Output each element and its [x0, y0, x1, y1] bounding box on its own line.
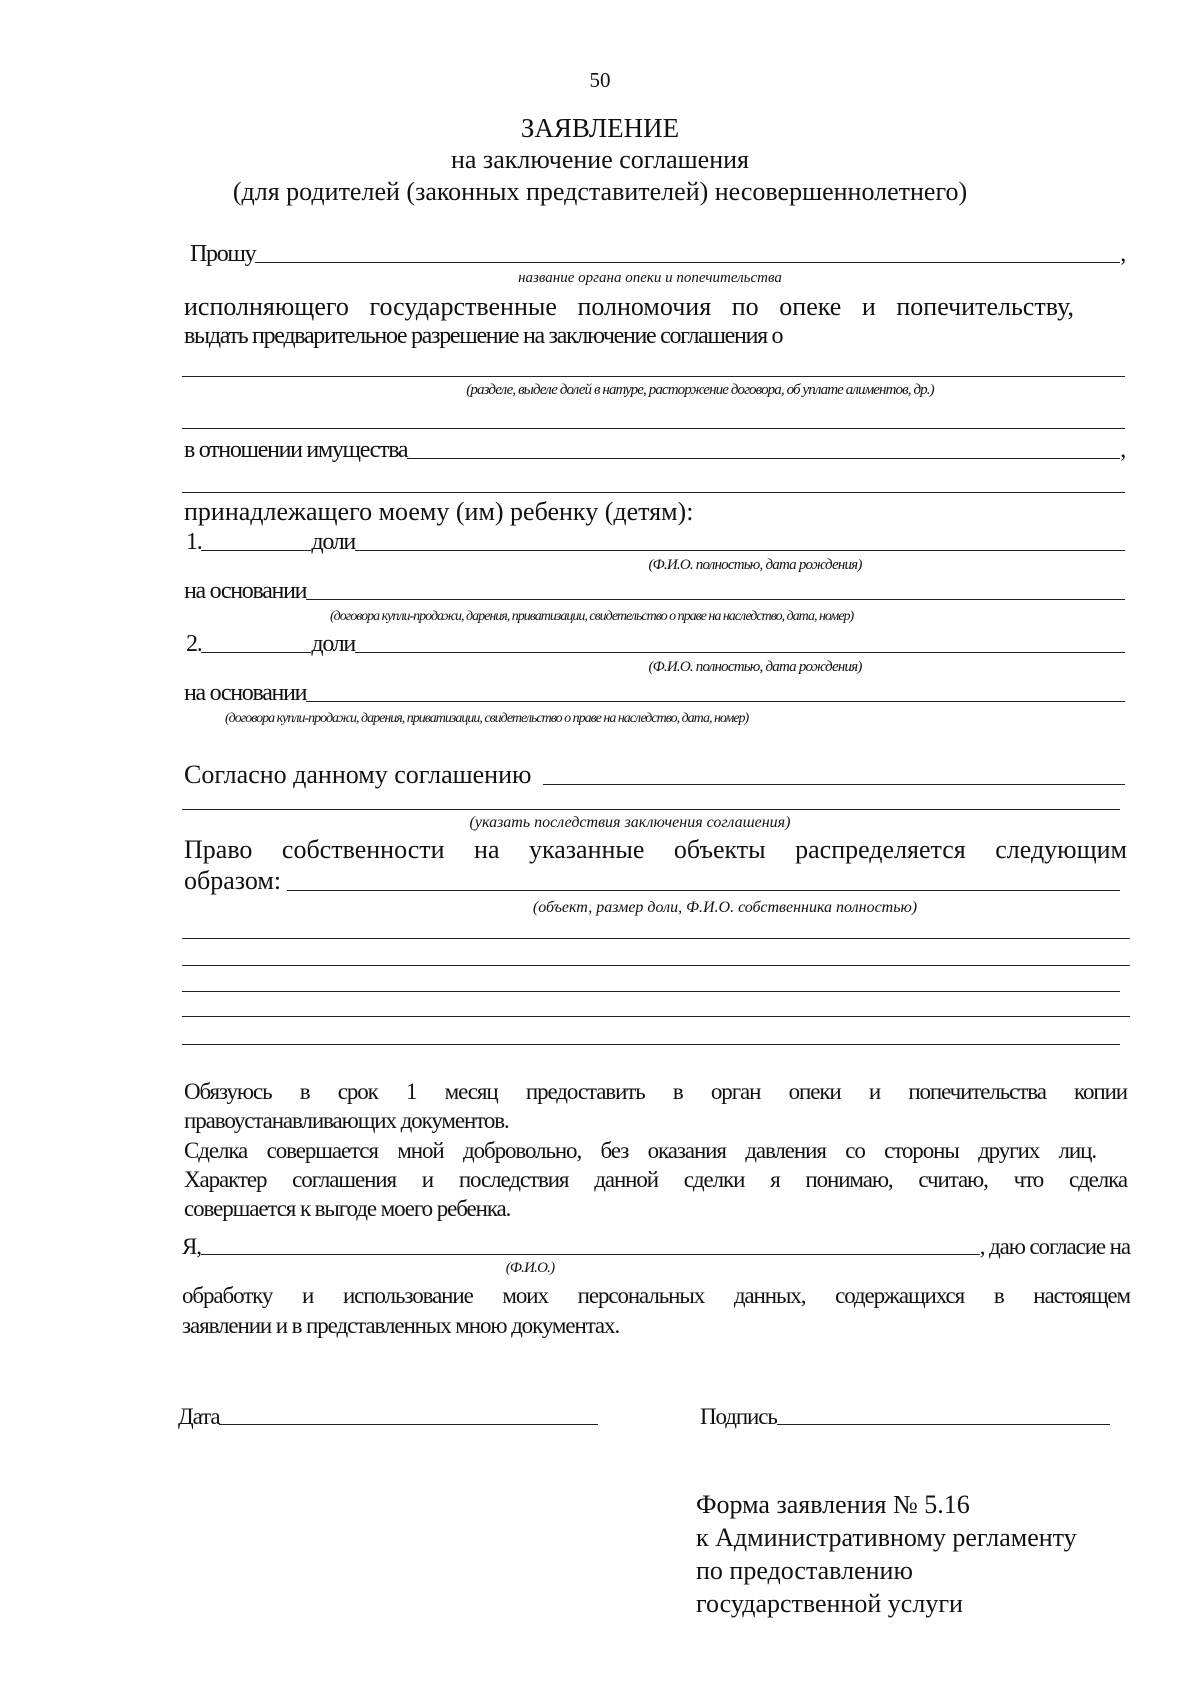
consent-fio-field[interactable] [201, 1254, 980, 1255]
child-1-fio-hint: (Ф.И.О. полностью, дата рождения) [648, 557, 862, 573]
ownership-field-6[interactable] [182, 1044, 1120, 1045]
guardianship-body-hint: название органа опеки и попечительства [518, 270, 782, 286]
guardianship-body-field[interactable] [255, 262, 1120, 263]
agreement-row [184, 756, 1125, 790]
child-1-basis-row [184, 573, 1125, 605]
signature-row [700, 1398, 1110, 1430]
ownership-field-2[interactable] [182, 938, 1130, 939]
child-1-basis-label: на основании [184, 578, 307, 604]
regulation-reference: к Административному регламенту [696, 1523, 1077, 1552]
agreement-consequences-field[interactable] [543, 784, 1125, 785]
document-title: ЗАЯВЛЕНИЕ [520, 113, 680, 143]
consent-row [182, 1228, 1130, 1260]
child-1-fio-field[interactable] [355, 550, 1125, 551]
document-subtitle-2: (для родителей (законных представителей) несовершеннолетнего) [232, 177, 968, 206]
consent-suffix: , даю согласие на [979, 1234, 1130, 1259]
agreement-subject-field[interactable] [182, 376, 1125, 377]
child-1-number: 1. [186, 529, 202, 555]
child-2-number: 2. [186, 631, 202, 657]
page-number: 50 [589, 68, 611, 92]
signature-label: Подпись [700, 1404, 777, 1429]
ownership-text-line-1: Право собственности на указанные объекты распределяется следующим [184, 835, 1127, 864]
ownership-hint: (объект, размер доли, Ф.И.О. собственника полностью) [532, 899, 918, 916]
child-1-row [186, 524, 1125, 556]
agreement-subject-field-2[interactable] [182, 428, 1125, 429]
consent-fio-hint: (Ф.И.О.) [505, 1260, 555, 1276]
child-1-share-label: доли [311, 529, 355, 555]
consent-prefix: Я, [182, 1234, 201, 1259]
request-text-line-2: исполняющего государственные полномочия по опеке и попечительству, [184, 292, 1074, 321]
date-row [178, 1398, 598, 1430]
voluntary-statement: Сделка совершается мной добровольно, без оказания давления со стороны других лиц. [184, 1138, 1096, 1163]
obligation-line-2: правоустанавливающих документов. [184, 1108, 509, 1133]
agreement-consequences-field-2[interactable] [182, 809, 1120, 810]
request-comma: , [1120, 241, 1125, 267]
obligation-line-1: Обязуюсь в срок 1 месяц предоставить в орган опеки и попечительства копии [184, 1079, 1127, 1104]
ownership-field-3[interactable] [182, 965, 1130, 966]
child-1-basis-hint: (договора купли-продажи, дарения, приватизации, свидетельство о праве на наследство, дата, номер) [330, 609, 854, 624]
agreement-label: Согласно данному соглашению [184, 760, 532, 789]
consent-text-line-3: заявлении и в представленных мною документах. [182, 1313, 620, 1338]
child-2-basis-hint: (договора купли-продажи, дарения, приватизации, свидетельство о праве на наследство, дата, номер) [225, 711, 749, 726]
request-row [190, 236, 1125, 268]
property-label: в отношении имущества [184, 437, 408, 463]
ownership-field-5[interactable] [182, 1016, 1130, 1017]
ownership-label: образом: [184, 866, 282, 895]
understanding-line-2: совершается к выгоде моего ребенка. [184, 1196, 511, 1221]
ownership-field-4[interactable] [182, 991, 1120, 992]
service-reference: по предоставлению [696, 1556, 913, 1585]
belongs-to-children: принадлежащего моему (им) ребенку (детям): [184, 497, 694, 526]
signature-field[interactable] [777, 1424, 1110, 1425]
child-2-row [186, 626, 1125, 658]
request-prefix: Прошу [190, 241, 256, 267]
understanding-line-1: Характер соглашения и последствия данной сделки я понимаю, считаю, что сделка [184, 1167, 1127, 1192]
consent-text-line-2: обработку и использование моих персональных данных, содержащихся в настоящем [182, 1283, 1130, 1308]
ownership-distribution-field[interactable] [287, 890, 1120, 891]
ownership-row [184, 862, 1120, 896]
child-2-basis-row [184, 675, 1125, 707]
request-text-line-3: выдать предварительное разрешение на заключение соглашения о [184, 323, 783, 349]
child-1-share-field[interactable] [201, 550, 311, 551]
child-1-basis-field[interactable] [306, 599, 1125, 600]
child-2-share-field[interactable] [201, 652, 311, 653]
child-2-share-label: доли [311, 631, 355, 657]
child-2-basis-label: на основании [184, 680, 307, 706]
property-field-2[interactable] [182, 492, 1125, 493]
child-2-fio-field[interactable] [355, 652, 1125, 653]
property-comma: , [1120, 437, 1125, 463]
property-row [184, 430, 1125, 464]
service-reference-2: государственной услуги [696, 1589, 963, 1618]
document-subtitle: на заключение соглашения [450, 145, 750, 174]
agreement-subject-hint: (разделе, выделе долей в натуре, расторжение договора, об уплате алиментов, др.) [466, 382, 934, 398]
agreement-consequences-hint: (указать последствия заключения соглашения) [469, 814, 791, 831]
form-number: Форма заявления № 5.16 [696, 1490, 970, 1519]
property-field[interactable] [407, 458, 1120, 459]
date-field[interactable] [219, 1424, 598, 1425]
date-label: Дата [178, 1404, 220, 1429]
child-2-basis-field[interactable] [306, 701, 1125, 702]
child-2-fio-hint: (Ф.И.О. полностью, дата рождения) [648, 659, 862, 675]
